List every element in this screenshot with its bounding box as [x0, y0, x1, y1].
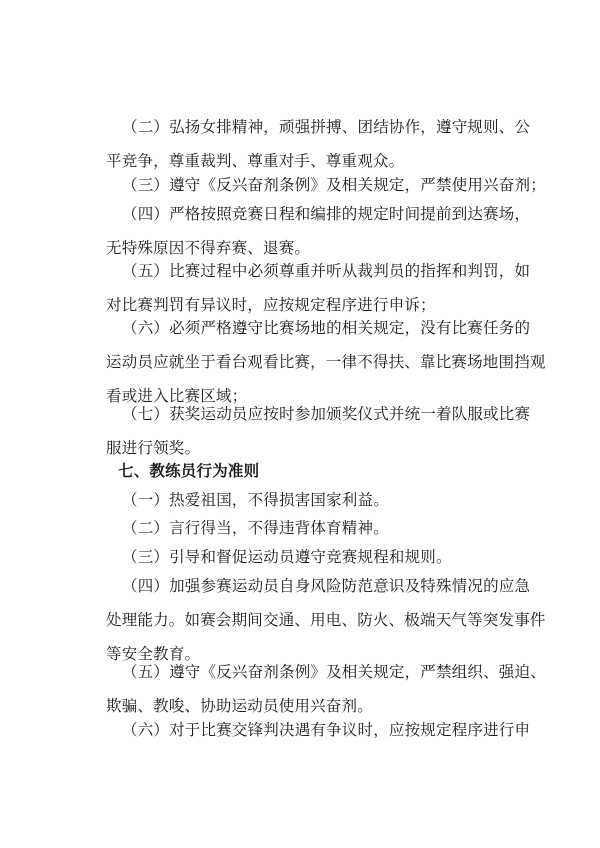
text-line: （二）言行得当，不得违背体育精神。: [122, 519, 389, 537]
text-line: （五）比赛过程中必须尊重并听从裁判员的指挥和判罚，如: [122, 262, 531, 280]
section-title: 七、教练员行为准则: [118, 462, 260, 480]
text-line: （七）获奖运动员应按时参加颁奖仪式并统一着队服或比赛: [122, 405, 531, 423]
text-line: （六）必须严格遵守比赛场地的相关规定，没有比赛任务的: [122, 319, 531, 337]
text-line: 等安全教育。: [106, 645, 201, 663]
text-line: （六）对于比赛交锋判决遇有争议时，应按规定程序进行申: [122, 721, 531, 739]
text-line: （四）严格按照竞赛日程和编排的规定时间提前到达赛场，: [122, 205, 531, 223]
text-line: （四）加强参赛运动员自身风险防范意识及特殊情况的应急: [122, 577, 531, 595]
text-line: 平竞争，尊重裁判、尊重对手、尊重观众。: [106, 152, 405, 170]
text-line: 处理能力。如赛会期间交通、用电、防火、极端天气等突发事件: [106, 611, 546, 629]
text-line: 服进行领奖。: [106, 439, 201, 457]
text-line: （五）遵守《反兴奋剂条例》及相关规定，严禁组织、强迫、: [122, 663, 546, 681]
text-line: 运动员应就坐于看台观看比赛，一律不得扶、靠比赛场地围挡观: [106, 353, 546, 371]
text-line: 欺骗、教唆、协助运动员使用兴奋剂。: [106, 697, 373, 715]
text-line: 对比赛判罚有异议时，应按规定程序进行申诉；: [106, 296, 436, 314]
text-line: （三）引导和督促运动员遵守竞赛规程和规则。: [122, 548, 452, 566]
coach-rule-6: [110, 713, 531, 747]
text-line: 看或进入比赛区域；: [106, 387, 248, 405]
text-line: （二）弘扬女排精神，顽强拼搏、团结协作，遵守规则、公: [122, 118, 531, 136]
text-line: 无特殊原因不得弃赛、退赛。: [106, 239, 311, 257]
text-line: （一）热爱祖国，不得损害国家利益。: [122, 491, 389, 509]
text-line: （三）遵守《反兴奋剂条例》及相关规定，严禁使用兴奋剂；: [122, 176, 546, 194]
